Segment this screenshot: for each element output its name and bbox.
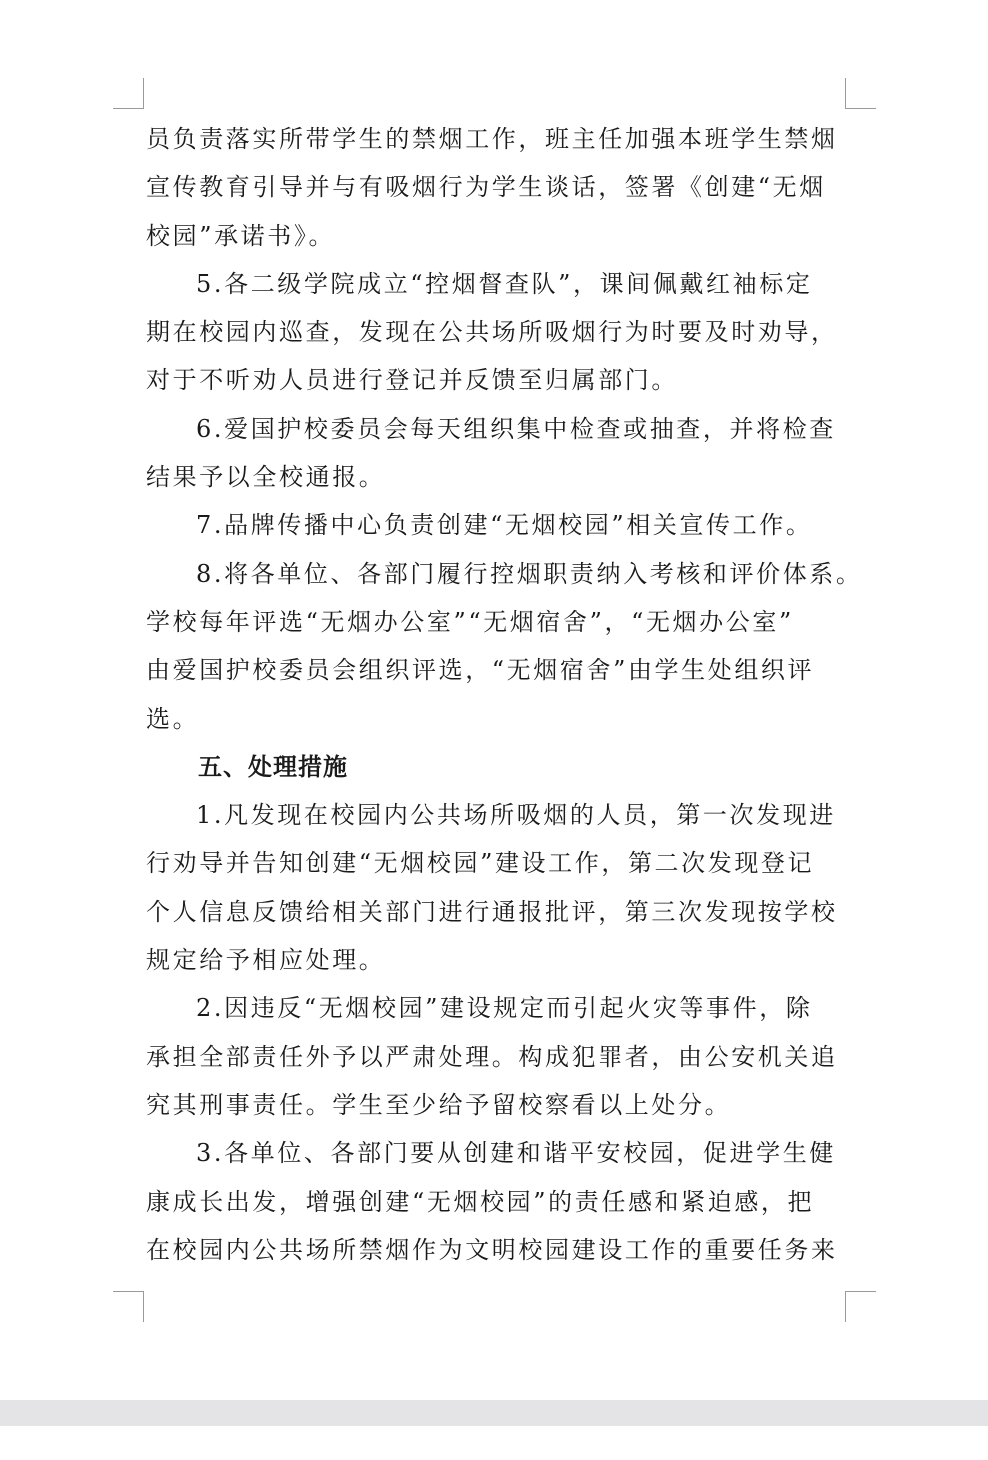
- paragraph-start-line: 2.因违反“无烟校园”建设规定而引起火灾等事件，除: [196, 994, 813, 1023]
- paragraph-start-line: 6.爱国护校委员会每天组织集中检查或抽查，并将检查: [196, 414, 836, 443]
- paragraph-start-line: 7.品牌传播中心负责创建“无烟校园”相关宣传工作。: [196, 511, 813, 540]
- margin-corner-bottom-right: [845, 1291, 876, 1322]
- document-body: [146, 115, 863, 1274]
- text-line: 在校园内公共场所禁烟作为文明校园建设工作的重要任务来: [146, 1235, 838, 1264]
- text-line: 规定给予相应处理。: [146, 946, 386, 975]
- text-line: 对于不听劝人员进行登记并反馈至归属部门。: [146, 366, 678, 395]
- text-line: 员负责落实所带学生的禁烟工作，班主任加强本班学生禁烟: [146, 125, 838, 153]
- text-line: 学校每年评选“无烟办公室”“无烟宿舍”，“无烟办公室”: [146, 607, 794, 636]
- paragraph-start-line: 5.各二级学院成立“控烟督查队”，课间佩戴红袖标定: [196, 269, 813, 298]
- next-page-edge: [0, 1426, 988, 1460]
- paragraph-start-line: 8.将各单位、各部门履行控烟职责纳入考核和评价体系。: [196, 559, 863, 588]
- page-gap-bar: [0, 1400, 988, 1426]
- section-heading: 五、处理措施: [198, 752, 348, 781]
- margin-corner-top-right: [845, 78, 876, 109]
- text-line: 行劝导并告知创建“无烟校园”建设工作，第二次发现登记: [146, 849, 815, 878]
- paragraph-start-line: 1.凡发现在校园内公共场所吸烟的人员，第一次发现进: [196, 801, 836, 830]
- text-line: 康成长出发，增强创建“无烟校园”的责任感和紧迫感，把: [146, 1187, 815, 1216]
- text-line: 由爱国护校委员会组织评选，“无烟宿舍”由学生处组织评: [146, 656, 815, 685]
- margin-corner-top-left: [113, 78, 144, 109]
- text-line: 究其刑事责任。学生至少给予留校察看以上处分。: [146, 1090, 732, 1119]
- text-line: 校园”承诺书》。: [146, 221, 336, 250]
- paragraph-start-line: 3.各单位、各部门要从创建和谐平安校园，促进学生健: [196, 1139, 836, 1168]
- text-line: 个人信息反馈给相关部门进行通报批评，第三次发现按学校: [146, 897, 838, 926]
- margin-corner-bottom-left: [113, 1291, 144, 1322]
- text-line: 结果予以全校通报。: [146, 463, 386, 492]
- text-line: 承担全部责任外予以严肃处理。构成犯罪者，由公安机关追: [146, 1042, 838, 1071]
- text-line: 选。: [146, 704, 200, 733]
- text-line: 宣传教育引导并与有吸烟行为学生谈话，签署《创建“无烟: [146, 173, 826, 202]
- text-line: 期在校园内巡查，发现在公共场所吸烟行为时要及时劝导，: [146, 318, 838, 347]
